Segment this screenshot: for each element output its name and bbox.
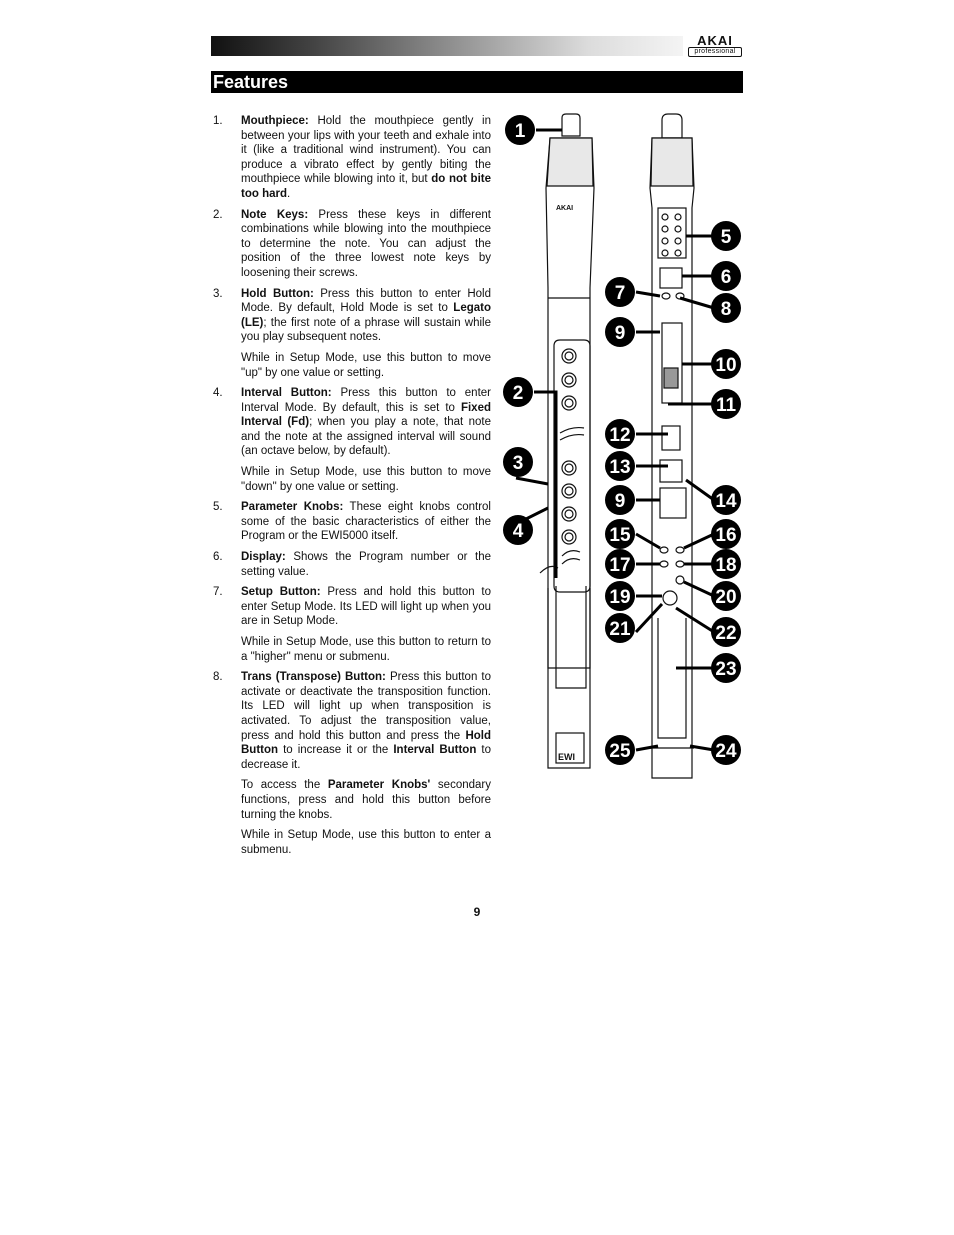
body-text: Shows the Program number or the setting value. xyxy=(241,551,491,578)
callout-number: 18 xyxy=(715,555,737,576)
callout-number: 5 xyxy=(720,227,732,248)
callout-number: 4 xyxy=(512,521,524,542)
callout-number: 2 xyxy=(512,383,524,404)
callout-number: 13 xyxy=(609,457,631,478)
feature-paragraph xyxy=(241,670,491,772)
callout-badge-c20 xyxy=(711,581,741,611)
section-title-bar xyxy=(211,71,743,93)
callout-badge-c6 xyxy=(711,261,741,291)
callout-number: 25 xyxy=(609,741,631,762)
feature-number: 2. xyxy=(213,208,223,221)
feature-number: 8. xyxy=(213,671,223,684)
callout-number: 19 xyxy=(609,587,631,608)
front-model-label: EWI xyxy=(558,752,575,762)
feature-paragraph xyxy=(241,778,491,822)
body-text: to increase it or the xyxy=(278,744,394,757)
callout-badge-c23 xyxy=(711,653,741,683)
feature-paragraph xyxy=(241,585,491,629)
callout-badge-c5 xyxy=(711,221,741,251)
front-view-instrument xyxy=(540,114,594,768)
callout-badge-c18 xyxy=(711,549,741,579)
section-title: Features xyxy=(213,72,289,92)
features-list xyxy=(211,114,491,863)
body-text: . xyxy=(287,187,291,200)
callout-number: 20 xyxy=(715,587,737,608)
feature-number: 1. xyxy=(213,115,223,127)
body-text: While in Setup Mode, use this button to move "up" by one value or setting. xyxy=(241,351,491,379)
header-gradient-bar xyxy=(211,36,683,56)
feature-item xyxy=(211,500,491,544)
callout-badge-c11 xyxy=(711,389,741,419)
bold-text: Interval Button: xyxy=(241,387,332,400)
body-text: Press this button to enter Hold Mode. By default, Hold Mode is set to xyxy=(241,287,491,315)
callout-badge-c21 xyxy=(605,613,635,643)
body-text: Press these keys in different combinations while blowing into the mouthpiece to determine the note. You can adjust the position of the three lowest note keys by loosening their screws. xyxy=(241,208,491,279)
feature-paragraph xyxy=(241,386,491,459)
callout-number: 6 xyxy=(720,267,732,288)
body-text: to decrease it. xyxy=(241,744,491,771)
feature-paragraph xyxy=(241,828,491,857)
bold-text: Legato (LE) xyxy=(241,302,491,329)
body-text: ; the first note of a phrase will sustain while you play subsequent notes. xyxy=(241,316,491,344)
callout-badge-c25 xyxy=(605,735,635,765)
callout-badge-c14 xyxy=(711,485,741,515)
callout-badge-c3 xyxy=(503,447,533,477)
bold-text: Parameter Knobs: xyxy=(241,501,344,514)
feature-item xyxy=(211,585,491,664)
bold-text: Hold Button: xyxy=(241,287,314,300)
feature-paragraph xyxy=(241,635,491,664)
logo-subtitle: professional xyxy=(688,47,742,57)
body-text: Press this button to enter Interval Mode. By default, this is set to xyxy=(241,387,491,414)
callout-badge-c12 xyxy=(605,419,635,449)
callout-badge-c7 xyxy=(605,277,635,307)
bold-text: Parameter Knobs' xyxy=(327,779,431,792)
feature-number: 3. xyxy=(213,287,223,300)
feature-paragraph xyxy=(241,351,491,380)
akai-logo xyxy=(688,34,742,56)
bold-text: Mouthpiece: xyxy=(241,115,309,127)
bold-text: Interval Button xyxy=(393,744,477,757)
body-text: These eight knobs control some of the basic characteristics of either the Program or the EWI5000 itself. xyxy=(241,501,491,543)
ewi-instrument-illustration xyxy=(500,108,750,788)
bold-text: Hold Button xyxy=(241,729,491,757)
callout-number: 8 xyxy=(720,299,732,320)
callout-number: 21 xyxy=(609,619,631,640)
body-text: secondary functions, press and hold this button before turning the knobs. xyxy=(241,779,491,821)
callout-badge-c2 xyxy=(503,377,533,407)
feature-item xyxy=(211,208,491,281)
callout-number: 9 xyxy=(614,491,626,512)
callout-badge-c9a xyxy=(605,317,635,347)
bold-text: Note Keys: xyxy=(241,208,309,221)
callout-number: 16 xyxy=(715,525,737,546)
callout-number: 17 xyxy=(609,555,631,576)
callout-badge-c4 xyxy=(503,515,533,545)
callout-badge-c8 xyxy=(711,293,741,323)
feature-paragraph xyxy=(241,465,491,494)
callout-number: 7 xyxy=(614,283,626,304)
callout-number: 1 xyxy=(514,121,526,142)
callout-badge-c10 xyxy=(711,349,741,379)
callout-badge-c19 xyxy=(605,581,635,611)
bold-text: Setup Button: xyxy=(241,586,321,599)
callout-badge-c9b xyxy=(605,485,635,515)
callout-badge-c1 xyxy=(505,115,535,145)
callout-badge-c15 xyxy=(605,519,635,549)
feature-item xyxy=(211,670,491,857)
front-brand-label: AKAI xyxy=(556,205,574,212)
bold-text: Trans (Transpose) Button: xyxy=(241,671,386,684)
feature-paragraph xyxy=(241,500,491,544)
callout-number: 15 xyxy=(609,525,631,546)
body-text: To access the xyxy=(241,779,328,792)
callout-badge-c16 xyxy=(711,519,741,549)
bold-text: Display: xyxy=(241,551,286,564)
feature-number: 7. xyxy=(213,586,223,599)
callout-number: 24 xyxy=(715,741,737,762)
callout-badge-c17 xyxy=(605,549,635,579)
body-text: Press this button to activate or deactivate the transposition function. Its LED will light up when transposition is activated. To adjust the transposition value, press and hold this button and press the xyxy=(241,671,492,742)
body-text: While in Setup Mode, use this button to move "down" by one value or setting. xyxy=(241,466,491,493)
feature-item xyxy=(211,287,491,381)
callout-badge-c22 xyxy=(711,617,741,647)
feature-number: 4. xyxy=(213,387,223,400)
body-text: ; when you play a note, that note and the note at the assigned interval will sound (an octave below, by default). xyxy=(241,416,491,458)
feature-number: 6. xyxy=(213,551,223,564)
callout-number: 22 xyxy=(715,623,737,644)
bold-text: do not bite too hard xyxy=(241,173,491,200)
body-text: Hold the mouthpiece gently in between your lips with your teeth and exhale into it (like a traditional wind instrument). You can produce a vibrato effect by gently biting the mouthpiece while blowing into it, but xyxy=(241,115,491,186)
feature-item xyxy=(211,550,491,579)
feature-number: 5. xyxy=(213,501,223,514)
bold-text: Fixed Interval (Fd) xyxy=(241,401,491,429)
body-text: While in Setup Mode, use this button to return to a "higher" menu or submenu. xyxy=(241,636,491,663)
feature-paragraph xyxy=(241,208,491,281)
body-text: Press and hold this button to enter Setup Mode. Its LED will light up when you are in Setup Mode. xyxy=(241,586,491,628)
feature-paragraph xyxy=(241,287,491,345)
feature-item xyxy=(211,114,491,202)
callout-number: 9 xyxy=(614,323,626,344)
feature-paragraph xyxy=(241,550,491,579)
callout-number: 10 xyxy=(715,355,737,376)
callout-badge-c13 xyxy=(605,451,635,481)
side-view-instrument xyxy=(650,114,694,778)
callout-badge-c24 xyxy=(711,735,741,765)
feature-item xyxy=(211,386,491,494)
callout-number: 23 xyxy=(715,659,737,680)
page-number: 9 xyxy=(473,905,481,919)
callout-number: 14 xyxy=(715,491,737,512)
callout-number: 3 xyxy=(512,453,524,474)
logo-brand: AKAI xyxy=(697,33,733,48)
callout-number: 11 xyxy=(715,395,737,416)
body-text: While in Setup Mode, use this button to enter a submenu. xyxy=(241,829,491,856)
callout-number: 12 xyxy=(609,425,631,446)
feature-paragraph xyxy=(241,114,491,202)
